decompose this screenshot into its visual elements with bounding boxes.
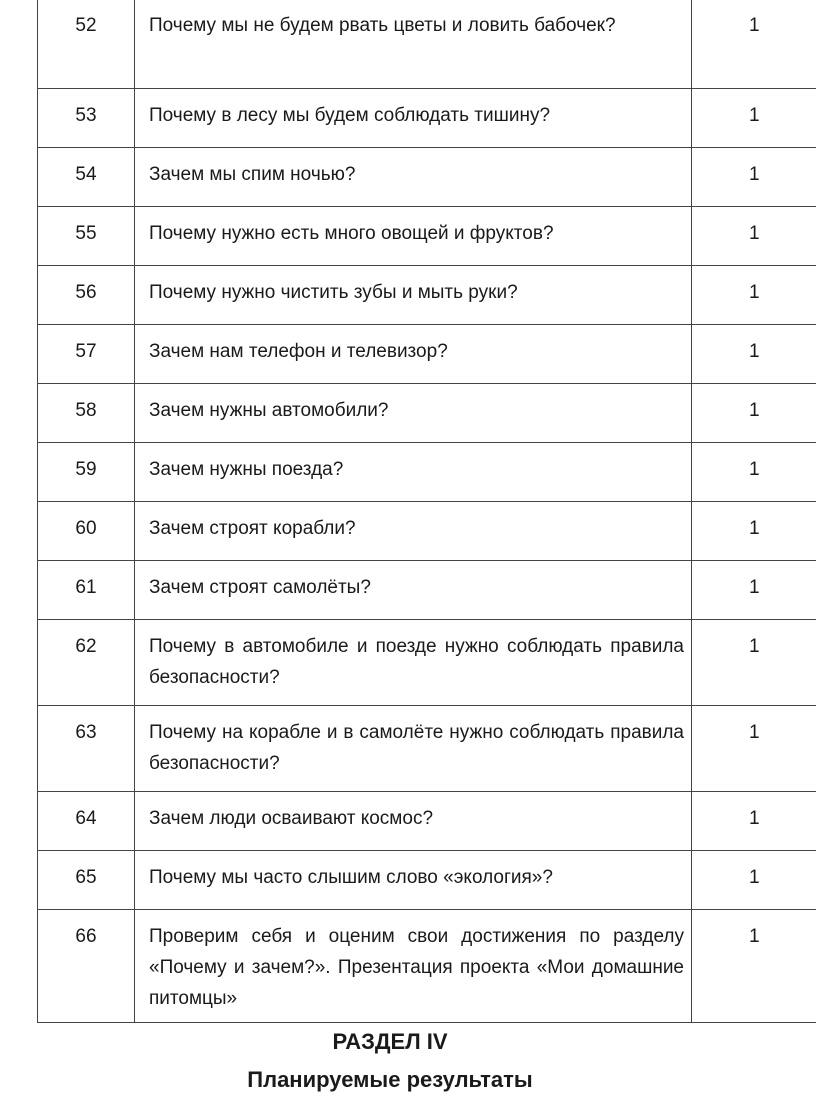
lesson-title: Почему в лесу мы будем соблюдать тишину? [135,89,692,148]
table-row [38,384,816,443]
lesson-title: Зачем нужны автомобили? [135,384,692,443]
lesson-number: 59 [38,443,135,502]
table-row [38,561,816,620]
lesson-number: 62 [38,620,135,706]
table-row [38,266,816,325]
lesson-title: Зачем нам телефон и телевизор? [135,325,692,384]
lesson-hours: 1 [692,706,816,792]
table-row [38,89,816,148]
table-row [38,910,816,1023]
table-row [38,443,816,502]
lesson-title: Почему на корабле и в самолёте нужно соблюдать правила безопасности? [135,706,692,792]
lesson-title: Зачем строят корабли? [135,502,692,561]
table-row [38,325,816,384]
lesson-number: 54 [38,148,135,207]
lesson-hours: 1 [692,851,816,910]
lesson-title: Почему мы часто слышим слово «экология»? [135,851,692,910]
lesson-title: Почему мы не будем рвать цветы и ловить бабочек? [135,0,692,89]
lesson-title: Проверим себя и оценим свои достижения по разделу «Почему и зачем?». Презентация проекта «Мои домашние питомцы» [135,910,692,1023]
lesson-number: 63 [38,706,135,792]
lesson-number: 53 [38,89,135,148]
table-row [38,207,816,266]
lesson-number: 57 [38,325,135,384]
lesson-title: Зачем люди осваивают космос? [135,792,692,851]
table-row [38,0,816,89]
lesson-hours: 1 [692,207,816,266]
lesson-number: 61 [38,561,135,620]
lesson-hours: 1 [692,443,816,502]
lesson-hours: 1 [692,502,816,561]
table-row [38,706,816,792]
lesson-number: 65 [38,851,135,910]
table-row [38,148,816,207]
lesson-title: Почему нужно есть много овощей и фруктов? [135,207,692,266]
lesson-hours: 1 [692,910,816,1023]
lesson-number: 64 [38,792,135,851]
section-subtitle: Планируемые результаты [247,1067,533,1092]
lesson-title: Зачем строят самолёты? [135,561,692,620]
lesson-number: 60 [38,502,135,561]
lesson-hours: 1 [692,89,816,148]
lesson-hours: 1 [692,325,816,384]
table-row [38,502,816,561]
lesson-hours: 1 [692,620,816,706]
lesson-number: 58 [38,384,135,443]
table-row [38,792,816,851]
section-title: РАЗДЕЛ IV [332,1029,448,1054]
lesson-number: 55 [38,207,135,266]
lesson-title: Зачем мы спим ночью? [135,148,692,207]
lesson-title: Почему в автомобиле и поезде нужно соблюдать правила безопасности? [135,620,692,706]
lesson-title: Почему нужно чистить зубы и мыть руки? [135,266,692,325]
table-row [38,851,816,910]
lesson-hours: 1 [692,266,816,325]
lesson-hours: 1 [692,792,816,851]
lesson-number: 52 [38,0,135,89]
lesson-hours: 1 [692,148,816,207]
lesson-hours: 1 [692,384,816,443]
lesson-hours: 1 [692,0,816,89]
lessons-table [37,0,816,1023]
lesson-number: 66 [38,910,135,1023]
table-row [38,620,816,706]
lesson-number: 56 [38,266,135,325]
lesson-title: Зачем нужны поезда? [135,443,692,502]
lesson-hours: 1 [692,561,816,620]
